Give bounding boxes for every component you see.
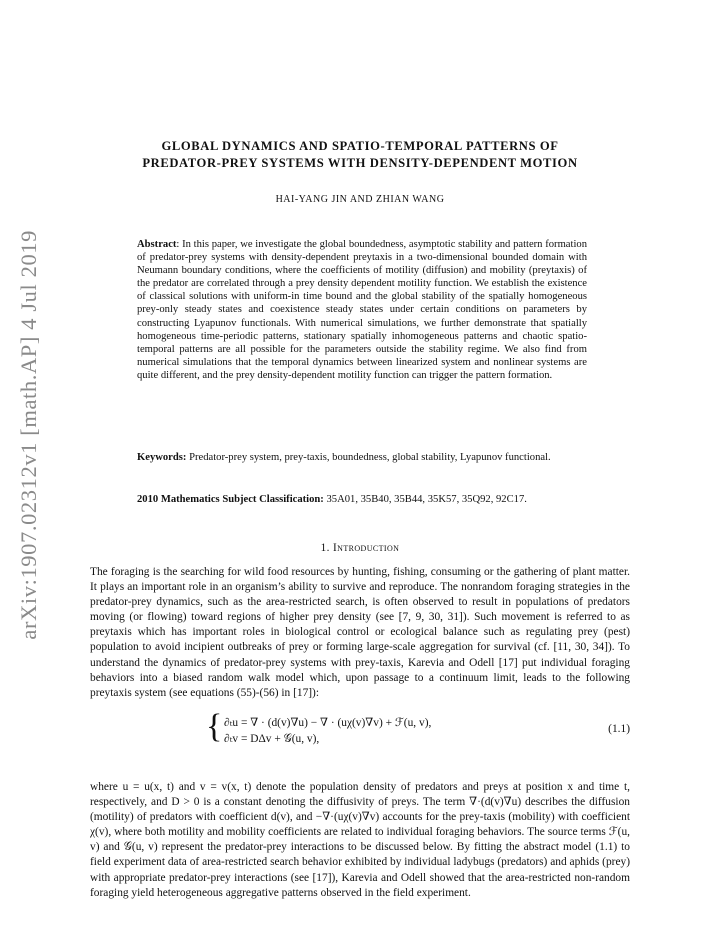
intro-paragraph: The foraging is the searching for wild food resources by hunting, fishing, consuming or the gathering of plant matter. It plays an important role in an organism’s ability to survive and reproduce. The nonrandom foraging strategies in the predator-prey dynamics, such as the area-restricted search, is often observed to result in populations of predators moving (or flowing) toward regions of higher prey density (see [7, 9, 30, 31]). Such movement is referred to as preytaxis which has important roles in biological control or ecological balance such as regulating prey (pest) population to avoid incipient outbreaks of prey or forming large-scale aggregation for survival (cf. [11, 30, 34]). To understand the dynamics of predator-prey systems with prey-taxis, Karevia and Odell [17] put individual foraging behaviors into a biased random walk model which, upon passage to a continuum limit, leads to the following preytaxis system (see equations (55)-(56) in [17]): bbox=[90, 566, 630, 699]
section-title: Introduction bbox=[333, 542, 400, 554]
keywords-text: Predator-prey system, prey-taxis, boundedness, global stability, Lyapunov functional. bbox=[186, 452, 551, 463]
equation-line-2: ∂ₜv = DΔv + 𝒢(u, v), bbox=[224, 733, 320, 745]
arxiv-identifier: arXiv:1907.02312v1 [math.AP] 4 Jul 2019 bbox=[16, 230, 41, 640]
abstract-label: Abstract bbox=[137, 239, 177, 250]
body-paragraph: where u = u(x, t) and v = v(x, t) denote the population density of predators and preys at position x and time t, respectively, and D > 0 is a constant denoting the diffusivity of preys. The term ∇·(d(v)∇u) describes the diffusion (motility) of predators with coefficient d(v), and −∇·(uχ(v)∇v) accounts for the prey-taxis (mobility) with coefficient χ(v), where both motility and mobility coefficients are related to individual foraging behaviors. The source terms ℱ(u, v) and 𝒢(u, v) represent the predator-prey interactions to be discussed below. By fitting the abstract model (1.1) to field experiment data of area-restricted search behavior exhibited by individual ladybugs (predators) and aphids (prey) with appropriate predator-prey interactions (see [17]), Karevia and Odell showed that the area-restricted non-random foraging yield heterogeneous aggregative patterns observed in the field experiment. bbox=[90, 781, 630, 899]
equation-number: (1.1) bbox=[608, 723, 630, 735]
keywords-label: Keywords: bbox=[137, 452, 187, 463]
abstract bbox=[137, 238, 587, 382]
equation-1-1 bbox=[200, 708, 630, 749]
authors: HAI-YANG JIN AND ZHIAN WANG bbox=[275, 194, 445, 205]
subject-classification bbox=[137, 493, 587, 506]
keywords bbox=[137, 451, 587, 464]
paper-title bbox=[90, 138, 630, 172]
msc-text: 35A01, 35B40, 35B44, 35K57, 35Q92, 92C17. bbox=[323, 494, 527, 505]
abstract-text: : In this paper, we investigate the global boundedness, asymptotic stability and pattern formation of predator-prey systems with density-dependent preytaxis in a two-dimensional bounded domain with Neumann boundary conditions, where the coefficients of motility (diffusion) and mobility (preytaxis) of the predator are correlated through a prey density dependent motility function. We establish the existence of classical solutions with uniform-in time bound and the global stability of the spatially homogeneous prey-only steady states and coexistence steady states under certain conditions on parameters by constructing Lyapunov functionals. With numerical simulations, we further demonstrate that spatially homogeneous time-periodic patterns, stationary spatially inhomogeneous patterns and chaotic spatio-temporal patterns are all possible for the parameters outside the stability regime. We also find from numerical simulations that the temporal dynamics between linearized system and nonlinear systems are quite different, and the prey density-dependent motility function can trigger the pattern formation. bbox=[137, 239, 587, 381]
title-line-1: GLOBAL DYNAMICS AND SPATIO-TEMPORAL PATTERNS OF bbox=[161, 139, 559, 153]
title-line-2: PREDATOR-PREY SYSTEMS WITH DENSITY-DEPENDENT MOTION bbox=[142, 156, 578, 170]
equation-brace: { bbox=[206, 708, 223, 745]
equation-line-1: ∂ₜu = ∇ · (d(v)∇u) − ∇ · (uχ(v)∇v) + ℱ(u, v), bbox=[224, 717, 432, 729]
section-heading bbox=[90, 542, 630, 554]
section-number: 1. bbox=[320, 542, 334, 554]
msc-label: 2010 Mathematics Subject Classification: bbox=[137, 494, 324, 505]
arxiv-sidebar bbox=[14, 225, 44, 645]
